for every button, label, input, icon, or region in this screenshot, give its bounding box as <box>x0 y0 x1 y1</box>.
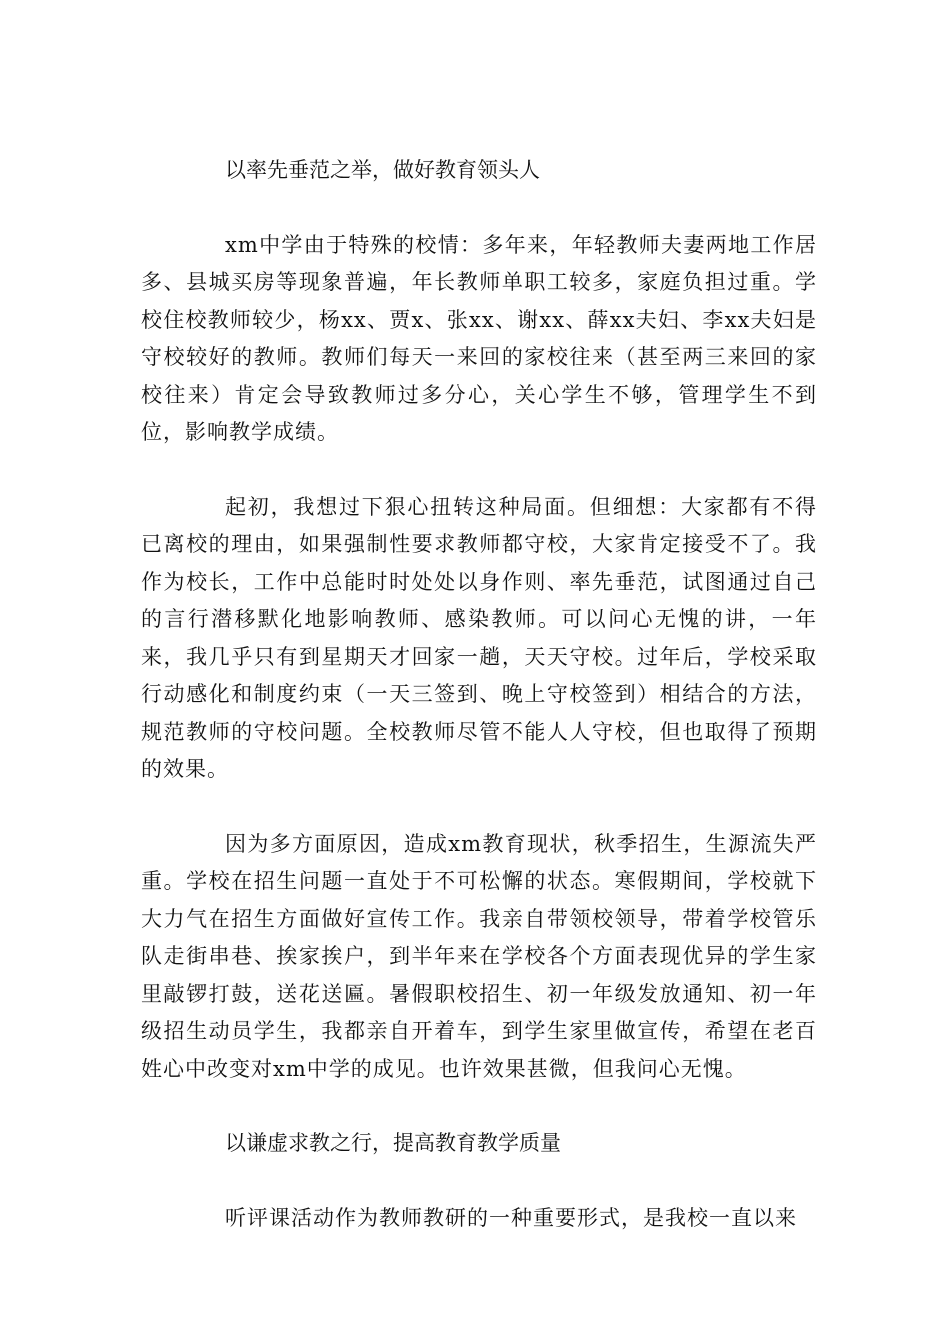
paragraph-3: 因为多方面原因，造成xm教育现状，秋季招生，生源流失严重。学校在招生问题一直处于不可松懈的状态。寒假期间，学校就下大力气在招生方面做好宣传工作。我亲自带领校领导，带着学校管乐队走街串巷、挨家挨户，到半年来在学校各个方面表现优异的学生家里敲锣打鼓，送花送匾。暑假职校招生、初一年级发放通知、初一年级招生动员学生，我都亲自开着车，到学生家里做宣传，希望在老百姓心中改变对xm中学的成见。也许效果甚微，但我问心无愧。 <box>141 831 817 1081</box>
document-body <box>141 152 817 1237</box>
spacer <box>141 452 817 489</box>
spacer <box>141 190 817 227</box>
section-heading-1: 以率先垂范之举，做好教育领头人 <box>225 158 540 182</box>
section-heading-2: 以谦虚求教之行，提高教育教学质量 <box>225 1131 561 1155</box>
paragraph-4: 听评课活动作为教师教研的一种重要形式，是我校一直以来 <box>225 1205 797 1230</box>
paragraph-1: xm中学由于特殊的校情：多年来，年轻教师夫妻两地工作居多、县城买房等现象普遍，年长教师单职工较多，家庭负担过重。学校住校教师较少，杨xx、贾x、张xx、谢xx、薛xx夫妇、李xx夫妇是守校较好的教师。教师们每天一来回的家校往来（甚至两三来回的家校往来）肯定会导致教师过多分心，关心学生不够，管理学生不到位，影响教学成绩。 <box>141 232 817 444</box>
spacer <box>141 789 817 826</box>
spacer <box>141 1088 817 1125</box>
spacer <box>141 1163 817 1200</box>
paragraph-2: 起初，我想过下狠心扭转这种局面。但细想：大家都有不得已离校的理由，如果强制性要求教师都守校，大家肯定接受不了。我作为校长，工作中总能时时处处以身作则、率先垂范，试图通过自己的言行潜移默化地影响教师、感染教师。可以问心无愧的讲，一年来，我几乎只有到星期天才回家一趟，天天守校。过年后，学校采取行动感化和制度约束（一天三签到、晚上守校签到）相结合的方法，规范教师的守校问题。全校教师尽管不能人人守校，但也取得了预期的效果。 <box>141 494 817 781</box>
